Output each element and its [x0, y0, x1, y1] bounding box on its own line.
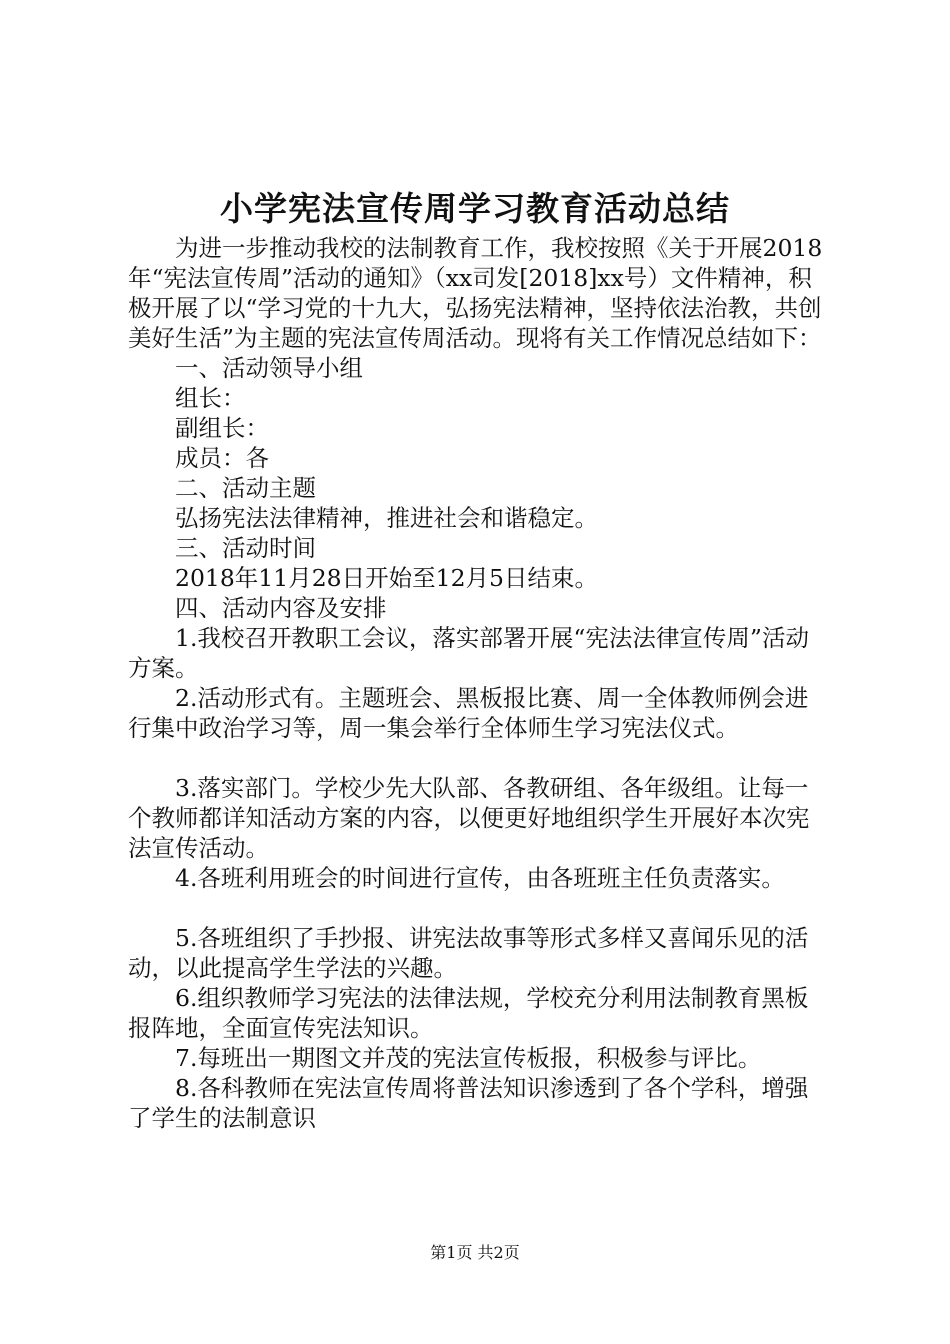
- theme-text: 弘扬宪法法律精神，推进社会和谐稳定。: [175, 504, 598, 532]
- intro-paragraph: 为进一步推动我校的法制教育工作，我校按照《关于开展2018年“宪法宣传周”活动的通知》（xx司发[2018]xx号）文件精神，积极开展了以“学习党的十九大，弘扬宪法精神，坚持依法治教，共创美好生活”为主题的宪法宣传周活动。现将有关工作情况总结如下：: [128, 234, 823, 352]
- document-title: 小学宪法宣传周学习教育活动总结: [220, 189, 730, 228]
- list-item: 6.组织教师学习宪法的法律法规，学校充分利用法制教育黑板报阵地，全面宣传宪法知识。: [128, 984, 809, 1042]
- members-line: 成员：各: [175, 444, 269, 472]
- paragraph-spacer: [128, 893, 828, 923]
- time-text: 2018年11月28日开始至12月5日结束。: [175, 564, 598, 592]
- list-item: 1.我校召开教职工会议，落实部署开展“宪法法律宣传周”活动方案。: [128, 624, 809, 682]
- document-body: [128, 233, 828, 1133]
- list-item: 8.各科教师在宪法宣传周将普法知识渗透到了各个学科，增强了学生的法制意识: [128, 1074, 809, 1132]
- list-item: 3.落实部门。学校少先大队部、各教研组、各年级组。让每一个教师都详知活动方案的内容，以便更好地组织学生开展好本次宪法宣传活动。: [128, 774, 810, 862]
- page-number-footer: 第1页 共2页: [430, 1243, 520, 1262]
- section-heading-time: 三、活动时间: [175, 534, 316, 562]
- section-heading-content: 四、活动内容及安排: [175, 594, 387, 622]
- deputy-leader-line: 副组长：: [175, 414, 269, 442]
- list-item: 2.活动形式有。主题班会、黑板报比赛、周一全体教师例会进行集中政治学习等，周一集会举行全体师生学习宪法仪式。: [128, 684, 809, 742]
- leader-line: 组长：: [175, 384, 246, 412]
- list-item: 4.各班利用班会的时间进行宣传，由各班班主任负责落实。: [175, 864, 785, 892]
- section-heading-theme: 二、活动主题: [175, 474, 316, 502]
- list-item: 7.每班出一期图文并茂的宪法宣传板报，积极参与评比。: [175, 1044, 762, 1072]
- section-heading-leadership: 一、活动领导小组: [175, 354, 363, 382]
- paragraph-spacer: [128, 743, 828, 773]
- list-item: 5.各班组织了手抄报、讲宪法故事等形式多样又喜闻乐见的活动，以此提高学生学法的兴趣。: [128, 924, 809, 982]
